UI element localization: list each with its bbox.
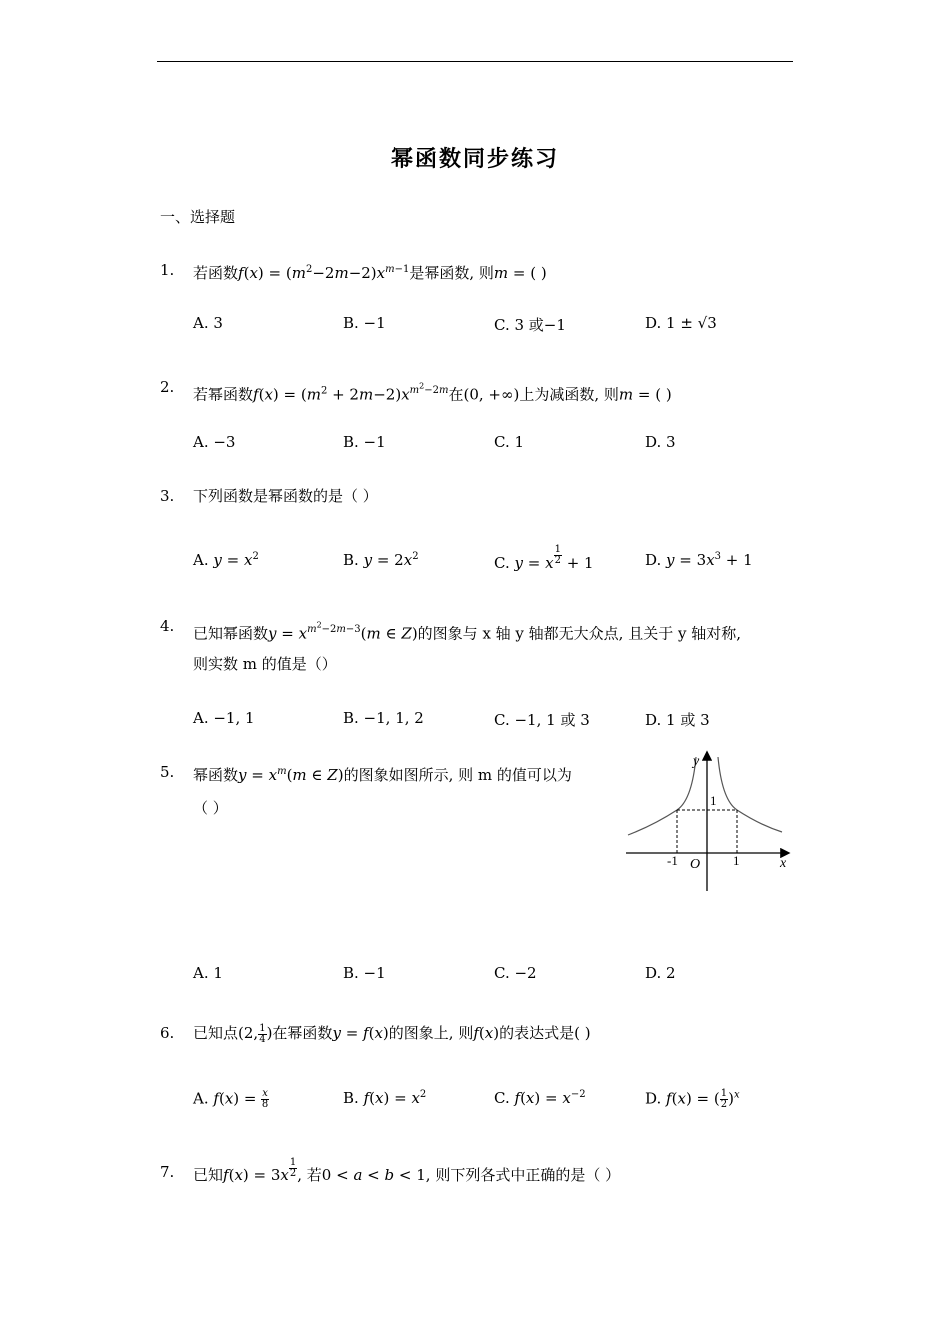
- q1-option-b[interactable]: B. −1: [343, 314, 386, 332]
- q4-option-d[interactable]: D. 1 或 3: [645, 711, 710, 729]
- curve-right: [718, 757, 782, 832]
- q4-option-c[interactable]: C. −1, 1 或 3: [494, 711, 590, 729]
- q5-option-a[interactable]: A. 1: [193, 964, 223, 982]
- question-3-stem: 下列函数是幂函数的是（ ）: [193, 487, 378, 505]
- q3-option-c[interactable]: C. y = x $^{\frac{1}{2}}$ + 1: [494, 544, 594, 572]
- x-label: x: [780, 856, 787, 871]
- q3-option-b[interactable]: B. $y = 2x^2$: [343, 551, 419, 569]
- q4-option-b[interactable]: B. −1, 1, 2: [343, 709, 424, 727]
- question-5-stem: 幂函数$y = x^m(m$ ∈ Z)的图象如图所示, 则 m 的值可以为: [193, 766, 572, 784]
- curve-left: [628, 757, 696, 835]
- question-7-stem: 已知f(x) = 3x $^{\frac{1}{2}}$ , 若0 < a < b < 1, 则下列各式中正确的是（ ）: [193, 1157, 621, 1184]
- question-6-stem: 已知点(2, $\frac{1}{4}$ )在幂函数y = f(x)的图象上, 则f(x)的表达式是( ): [193, 1022, 591, 1045]
- q1-option-a[interactable]: A. 3: [193, 314, 223, 332]
- question-1-stem: 若函数$f(x) = (m^2-2m-2)x^{m-1}$是幂函数, 则m = ( ): [193, 264, 547, 282]
- question-2-stem: 若幂函数$f(x) = (m^2 + 2m-2)x^{m^2-2m}$在(0, +∞)上为减函数, 则m = ( ): [193, 382, 672, 404]
- power-function-graph: [620, 745, 795, 895]
- question-5-stem-line2: （ ）: [193, 799, 228, 817]
- q5-option-d[interactable]: D. 2: [645, 964, 676, 982]
- q1-option-d[interactable]: D. 1 ± √3: [645, 314, 717, 332]
- question-4-stem-line2: 则实数 m 的值是（）: [193, 655, 337, 673]
- page-title: 幂函数同步练习: [390, 146, 559, 172]
- q2-option-b[interactable]: B. −1: [343, 433, 386, 451]
- q5-option-c[interactable]: C. −2: [494, 964, 537, 982]
- y-label: y: [693, 754, 700, 769]
- q4-option-a[interactable]: A. −1, 1: [193, 709, 255, 727]
- q6-option-d[interactable]: D. f(x) = ( $\frac{1}{2}$ )$^x$: [645, 1088, 740, 1110]
- q2-option-a[interactable]: A. −3: [193, 433, 236, 451]
- tick-y-label: 1: [710, 793, 717, 808]
- section-heading: 一、选择题: [160, 208, 236, 226]
- q2-option-d[interactable]: D. 3: [645, 433, 676, 451]
- q3-option-d[interactable]: D. $y = 3x^3 + 1$: [645, 551, 753, 569]
- q6-option-b[interactable]: B. $f(x) = x^2$: [343, 1089, 427, 1107]
- q6-option-c[interactable]: C. $f(x) = x^{-2}$: [494, 1089, 586, 1107]
- q2-option-c[interactable]: C. 1: [494, 433, 525, 451]
- q6-option-a[interactable]: A. f(x) = $\frac{x}{8}$: [193, 1088, 269, 1110]
- q5-option-b[interactable]: B. −1: [343, 964, 386, 982]
- q1-option-c[interactable]: C. 3 或−1: [494, 316, 566, 334]
- tick-neg-label: -1: [667, 853, 678, 868]
- question-4-stem: 已知幂函数$y = x^{m^2-2m-3}(m$ ∈ Z)的图象与 x 轴 y 轴都无大众点, 且关于 y 轴对称,: [193, 621, 741, 643]
- q3-option-a[interactable]: A. $y = x^2$: [193, 551, 259, 569]
- tick-pos-label: 1: [733, 853, 740, 868]
- origin-label: O: [690, 857, 701, 872]
- header-rule: [157, 61, 793, 62]
